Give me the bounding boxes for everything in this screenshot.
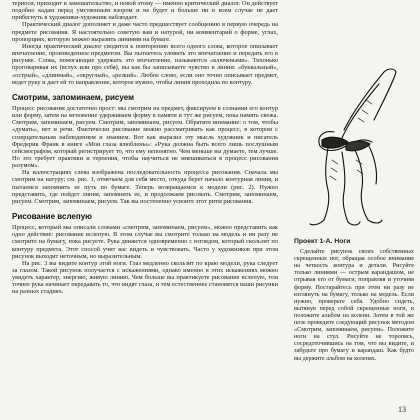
- legs-sketch-figure: [284, 60, 414, 230]
- sidebar-text: Сделайте рисунок своих собственных скрещенных ног, обращая особое внимание на четкость контура и детали. Рисуйте только линиями — острым карандашом, не отрывая его от бумаги, поправляя и уточняя форму. Постарайтесь при этом ни разу не взглянуть на бумагу, только на модель. Если нужно, проверьте себя. Удобно сидеть, вытянув перед собой скрещенные ноги, и положите альбом на колени. Затем в той же позе проведите следующий рисунок методом «Смотрим, запоминаем, рисуем». Положите ноги на стул. Рисуйте не торопясь, сосредоточившись на том, что вы видите, и забудьте про бумагу и карандаш. Как будто вы держите альбом на коленях.: [294, 248, 414, 362]
- paragraph: Практический диалог дополняет и даже часто предшествует сообщению в первую очередь на предмете рисования. Я настоятельно советую вам и натурой, ни комментарий о форме, углах, пропорциях, которую можно выразить линиями на бумаге.: [12, 21, 278, 43]
- legs-sketch-drawing: [284, 60, 414, 230]
- paragraph: Процесс рисования достаточно прост: мы смотрим на предмет, фиксируем в сознании его контур или форму, затем на мгновение удерживаем форму в памяти и тут же рисуем, пока память свежа. Смотрим, запоминаем, рисуем. Смотрим, запоминаем, рисуем. Обратите внимание: о том, чтобы «думать», нет и речи. Фактически рисование можно рассматривать как процесс, в котором с созерцательным наблюдением и знанием. Вот как выразил эту мысль художник и писатель Фредерик Франк в книге «Мои глаза влюблены»: «Рука должна быть всего лишь послушным сейсмографом, который регистрирует то, что ему непонятно. Чем меньше вы думаете, тем лучше. Но это требует практики и терпения, чтобы научиться не вмешиваться в процесс рисования разумом».: [12, 104, 278, 170]
- paragraph: На рис. 3 вы видите контур этой ноги. Глаз медленно скользит по краю модели, рука следует за глазом. Такой рисунок получается с искажениями, однако именно в этих искажениях можно увидеть характер, энергию, живую линию. Чем больше вы практикуете рисование вслепую, тем точнее рука начинает передавать то, что видят глаза, и тем естественнее становятся ваши рисунки на разных стадиях.: [12, 259, 278, 296]
- paragraph: териоси, приходит в замешательство, и новой этому — именно критический диалог. Он действует подобно кадам перед умственным взором и не будет и больше ни в коем случае не дает прибегнуть в художники-художник наблюдает.: [12, 0, 278, 22]
- page-number: 13: [398, 405, 406, 414]
- paragraph: Иногда практический диалог сводится к повторению всего одного слова, которое описывает впечатление, произведенное предметом. Вы пытаетесь уловить это впечатление и передать его в рисунке. Слова, помогающие удержать это впечатление, называются «ключевыми». Тихонько проговаривая их (вслух или про себя), вы как бы записываете чувство в линии: «буквальный», «острый», «длинный», «округлый», «резкий». Любое слово, если оно точно описывает предмет, ведет руку и дает ей то направление, которое нужно, чтобы линия проходила по контуру.: [12, 42, 278, 86]
- sidebar-project: [294, 238, 414, 362]
- section-heading: Рисование вслепую: [12, 212, 92, 222]
- paragraph: На иллюстрациях слева изображена последовательность процесса рисования. Сначала мы смотрим на натуру; см. рис. 1, отмечаем для себя место, откуда берет начало контурная линия, и пытаемся запомнить ее путь по бумаге. Теперь возвращаемся к модели (рис. 2). Нужно представить, где пойдет линия, запомнить ее, и продолжаем рисовать. Смотрим, запоминаем, рисуем. Смотрим, запоминаем, рисуем. Так вы постепенно усвоите этот ритм рисования.: [12, 169, 278, 205]
- sidebar-title: Проект 1-А. Ноги: [294, 238, 351, 245]
- main-column: [12, 0, 278, 296]
- section-heading: Смотрим, запоминаем, рисуем: [12, 92, 134, 102]
- paragraph: Процесс, который мы описали словами «смотрим, запоминаем, рисуем», можно представить как одно действие: рисование вслепую. В этом случае вы смотрите только на модель и ни разу не смотрите на бумагу, пока рисуете. Рука движется одновременно с взглядом, который скользит по контуру предмета. Этот способ учит вас видеть и чувствовать. Часто у художников при этом рисунок выходит неточным, но выразительным.: [12, 224, 278, 260]
